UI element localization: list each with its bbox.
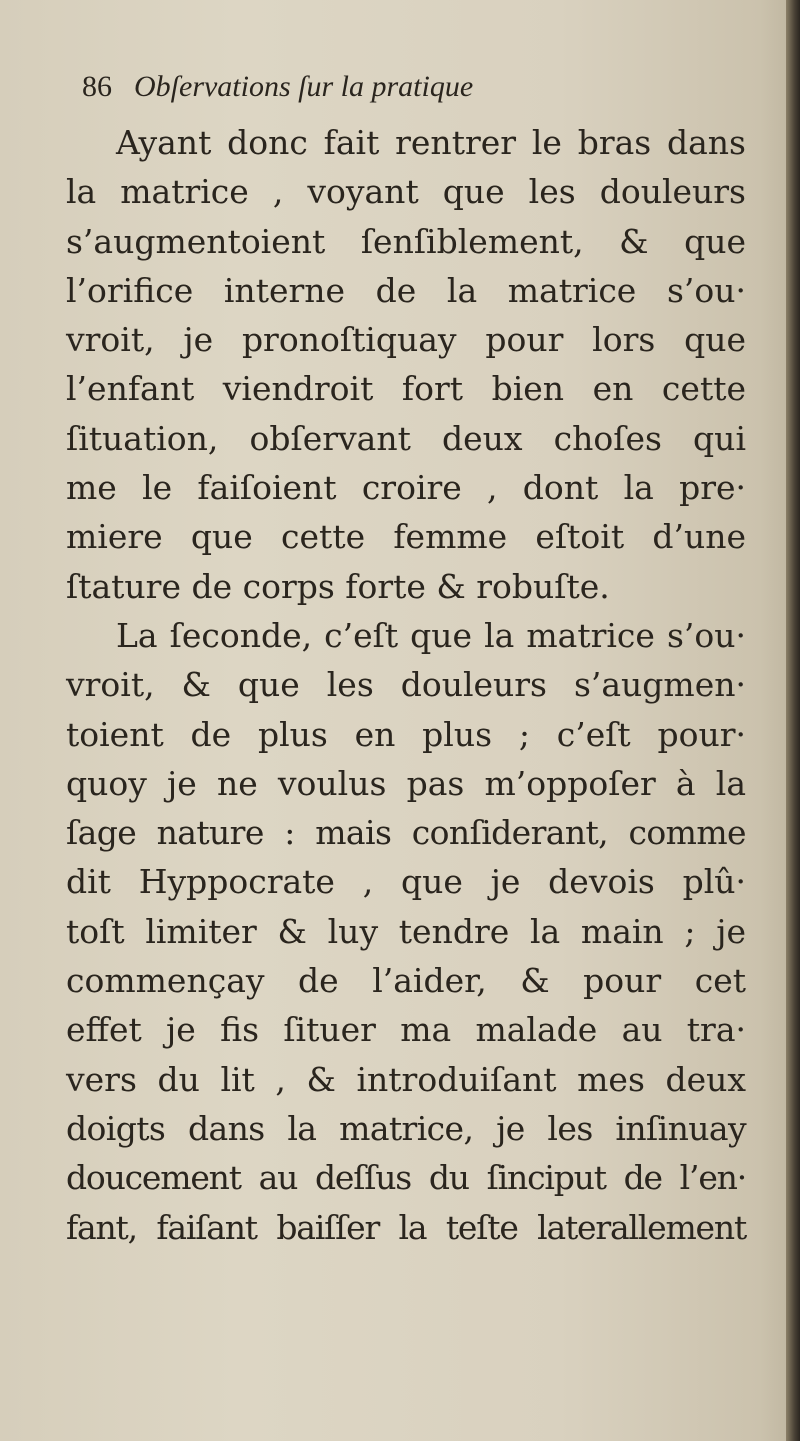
text-line: ſtature de corps forte & robuſte. <box>66 566 610 606</box>
text-line: vers du lit , & introduiſant mes deux <box>66 1059 746 1099</box>
text-line: vroit, je pronoſtiquay pour lors que <box>66 320 746 360</box>
text-line: doucement au deſſus du ſinciput de l’en· <box>66 1158 746 1198</box>
text-line: l’enfant viendroit fort bien en cette <box>66 369 746 409</box>
text-line: ſage nature : mais conſiderant, comme <box>66 813 746 853</box>
text-line: toſt limiter & luy tendre la main ; je <box>66 911 746 951</box>
text-line: Ayant donc fait rentrer le bras dans <box>116 123 746 162</box>
text-line: dit Hyppocrate , que je devois plû· <box>66 862 746 902</box>
text-line: La ſeconde, c’eſt que la matrice s’ou· <box>116 615 746 655</box>
running-title: Obſervations ſur la pratique <box>134 70 474 103</box>
text-line: toient de plus en plus ; c’eſt pour· <box>66 714 746 754</box>
text-line: doigts dans la matrice, je les inſinuay <box>66 1108 746 1148</box>
text-line: fant, faiſant baiſſer la teſte laterallement <box>66 1207 746 1247</box>
text-line: ſituation, obſervant deux choſes qui <box>66 418 746 458</box>
text-line: effet je fis ſituer ma malade au tra· <box>66 1010 746 1050</box>
text-line: l’orifice interne de la matrice s’ou· <box>66 270 746 310</box>
text-line: commençay de l’aider, & pour cet <box>66 961 746 1001</box>
body-text <box>66 118 746 1252</box>
text-line: quoy je ne voulus pas m’oppoſer à la <box>66 763 746 803</box>
page-spine-edge <box>786 0 800 1441</box>
text-line: miere que cette femme eſtoit d’une <box>66 517 746 557</box>
text-line: s’augmentoient ſenſiblement, & que <box>66 221 746 261</box>
running-header <box>82 70 473 104</box>
text-line: vroit, & que les douleurs s’augmen· <box>66 665 746 705</box>
text-line: me le faiſoient croire , dont la pre· <box>66 468 746 508</box>
text-line: la matrice , voyant que les douleurs <box>66 172 746 212</box>
page-number: 86 <box>82 70 112 103</box>
